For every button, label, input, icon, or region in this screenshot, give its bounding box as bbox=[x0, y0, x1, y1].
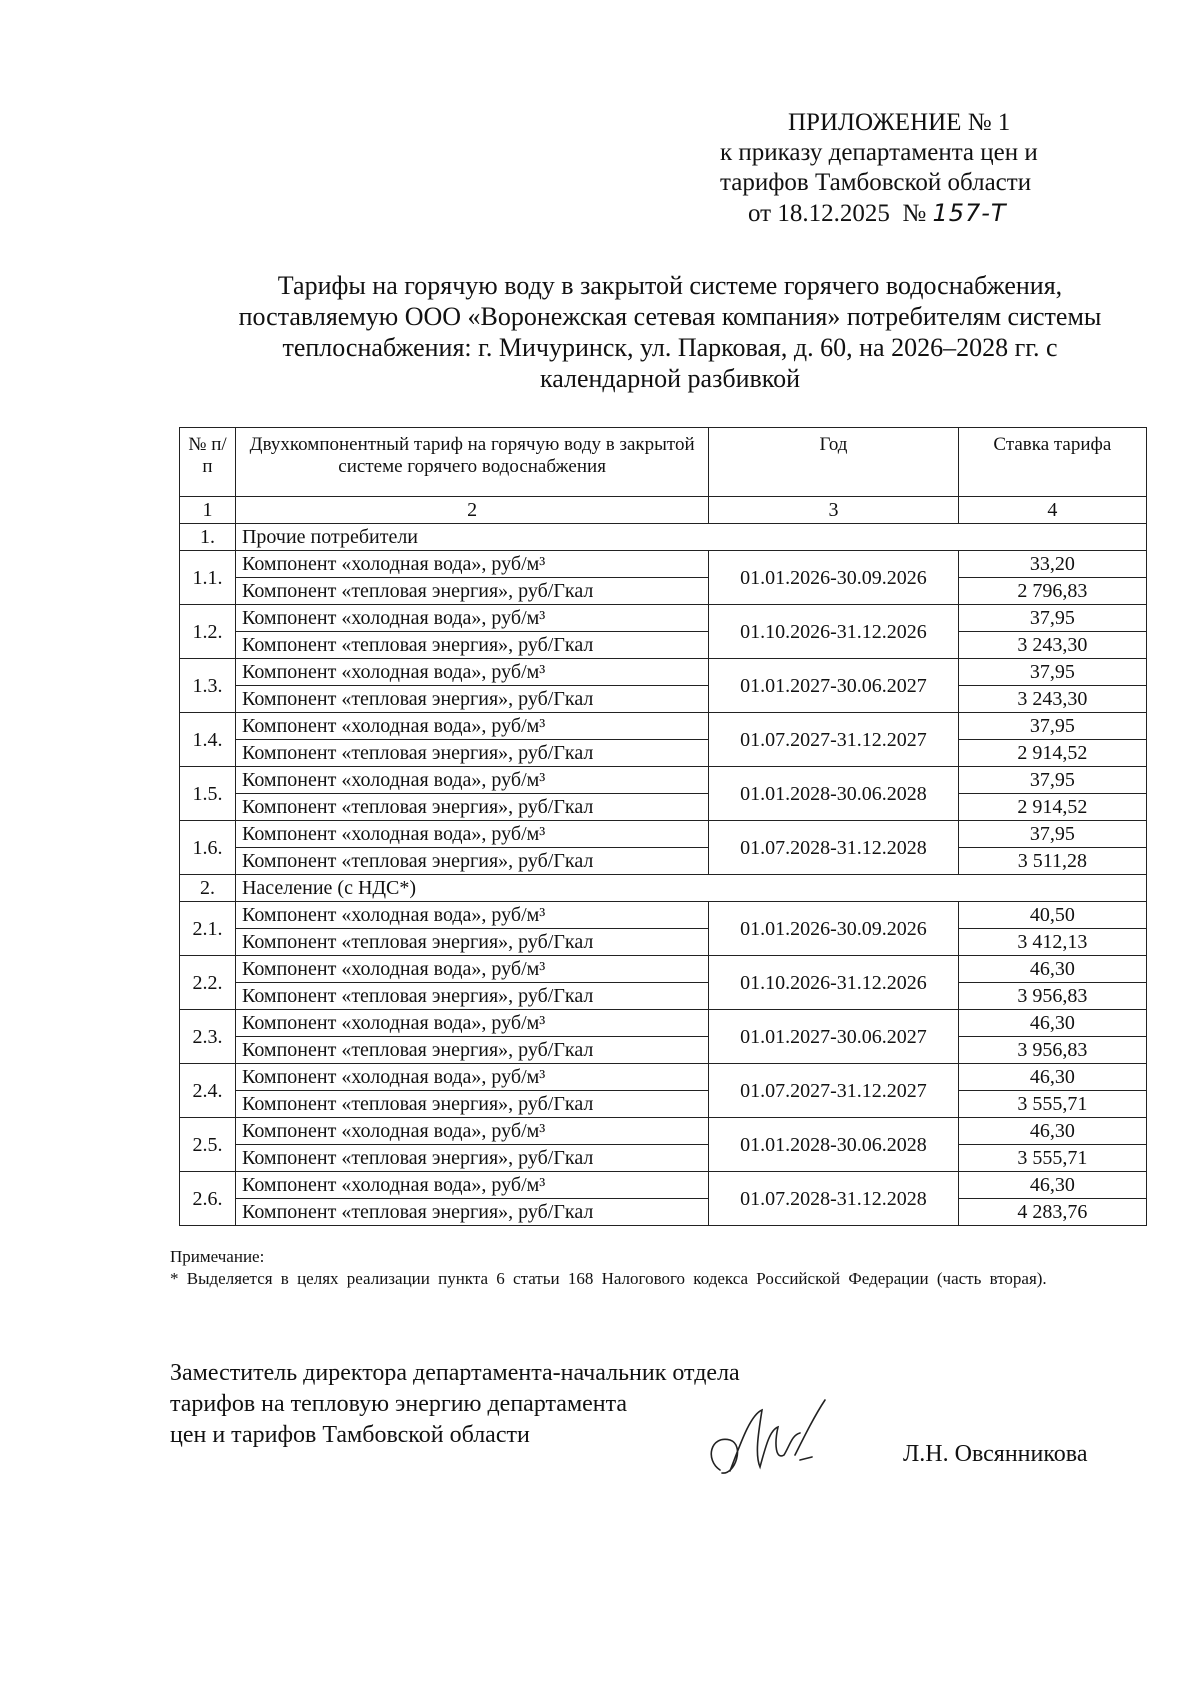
rate-cold-water: 37,95 bbox=[958, 767, 1146, 794]
row-number: 2.6. bbox=[180, 1172, 236, 1226]
signer-line: цен и тарифов Тамбовской области bbox=[170, 1422, 530, 1448]
row-number: 2.1. bbox=[180, 902, 236, 956]
column-number: 3 bbox=[709, 497, 958, 524]
rate-heat: 3 243,30 bbox=[958, 686, 1146, 713]
rate-cold-water: 37,95 bbox=[958, 605, 1146, 632]
component-cold-water: Компонент «холодная вода», руб/м³ bbox=[235, 1010, 708, 1037]
component-cold-water: Компонент «холодная вода», руб/м³ bbox=[235, 1064, 708, 1091]
table-row bbox=[180, 632, 1147, 659]
section-row bbox=[180, 875, 1147, 902]
signer-line: тарифов на тепловую энергию департамента bbox=[170, 1391, 628, 1417]
table-row bbox=[180, 902, 1147, 929]
component-cold-water: Компонент «холодная вода», руб/м³ bbox=[235, 956, 708, 983]
rate-heat: 3 956,83 bbox=[958, 1037, 1146, 1064]
rate-cold-water: 37,95 bbox=[958, 659, 1146, 686]
appendix-header bbox=[720, 108, 1140, 229]
table-row bbox=[180, 659, 1147, 686]
tariff-table bbox=[179, 427, 1147, 1226]
row-number: 1.6. bbox=[180, 821, 236, 875]
row-number: 1.5. bbox=[180, 767, 236, 821]
rate-heat: 3 555,71 bbox=[958, 1145, 1146, 1172]
note-text: * Выделяется в целях реализации пункта 6 статьи 168 Налогового кодекса Российской Федерации (часть вторая). bbox=[170, 1269, 1047, 1288]
component-cold-water: Компонент «холодная вода», руб/м³ bbox=[235, 902, 708, 929]
period: 01.07.2027-31.12.2027 bbox=[709, 713, 958, 767]
table-row bbox=[180, 929, 1147, 956]
component-cold-water: Компонент «холодная вода», руб/м³ bbox=[235, 1172, 708, 1199]
rate-cold-water: 46,30 bbox=[958, 956, 1146, 983]
rate-cold-water: 33,20 bbox=[958, 551, 1146, 578]
table-row bbox=[180, 740, 1147, 767]
note-block bbox=[170, 1246, 1145, 1290]
header-year: Год bbox=[709, 428, 958, 497]
row-number: 1.4. bbox=[180, 713, 236, 767]
period: 01.01.2028-30.06.2028 bbox=[709, 1118, 958, 1172]
column-number-row bbox=[180, 497, 1147, 524]
header-desc: Двухкомпонентный тариф на горячую воду в закрытой системе горячего водоснабжения bbox=[235, 428, 708, 497]
rate-heat: 2 796,83 bbox=[958, 578, 1146, 605]
period: 01.01.2028-30.06.2028 bbox=[709, 767, 958, 821]
section-number: 2. bbox=[180, 875, 236, 902]
signer-name: Л.Н. Овсянникова bbox=[903, 1441, 1088, 1467]
appendix-line-3: тарифов Тамбовской области bbox=[720, 169, 1032, 196]
table-row bbox=[180, 794, 1147, 821]
appendix-title: ПРИЛОЖЕНИЕ № 1 bbox=[788, 109, 1011, 136]
component-cold-water: Компонент «холодная вода», руб/м³ bbox=[235, 1118, 708, 1145]
rate-heat: 3 412,13 bbox=[958, 929, 1146, 956]
component-heat: Компонент «тепловая энергия», руб/Гкал bbox=[235, 578, 708, 605]
period: 01.07.2028-31.12.2028 bbox=[709, 821, 958, 875]
table-row bbox=[180, 1091, 1147, 1118]
component-cold-water: Компонент «холодная вода», руб/м³ bbox=[235, 713, 708, 740]
period: 01.10.2026-31.12.2026 bbox=[709, 605, 958, 659]
rate-cold-water: 46,30 bbox=[958, 1010, 1146, 1037]
table-row bbox=[180, 713, 1147, 740]
component-heat: Компонент «тепловая энергия», руб/Гкал bbox=[235, 1091, 708, 1118]
rate-heat: 2 914,52 bbox=[958, 794, 1146, 821]
component-heat: Компонент «тепловая энергия», руб/Гкал bbox=[235, 1145, 708, 1172]
component-heat: Компонент «тепловая энергия», руб/Гкал bbox=[235, 740, 708, 767]
component-cold-water: Компонент «холодная вода», руб/м³ bbox=[235, 821, 708, 848]
rate-cold-water: 46,30 bbox=[958, 1172, 1146, 1199]
rate-heat: 4 283,76 bbox=[958, 1199, 1146, 1226]
table-row bbox=[180, 551, 1147, 578]
table-row bbox=[180, 983, 1147, 1010]
section-label: Прочие потребители bbox=[235, 524, 1146, 551]
rate-cold-water: 37,95 bbox=[958, 713, 1146, 740]
component-cold-water: Компонент «холодная вода», руб/м³ bbox=[235, 767, 708, 794]
component-heat: Компонент «тепловая энергия», руб/Гкал bbox=[235, 794, 708, 821]
rate-cold-water: 37,95 bbox=[958, 821, 1146, 848]
table-row bbox=[180, 578, 1147, 605]
row-number: 1.1. bbox=[180, 551, 236, 605]
header-num: № п/п bbox=[180, 428, 236, 497]
period: 01.01.2026-30.09.2026 bbox=[709, 902, 958, 956]
rate-heat: 3 555,71 bbox=[958, 1091, 1146, 1118]
table-row bbox=[180, 821, 1147, 848]
rate-heat: 3 956,83 bbox=[958, 983, 1146, 1010]
row-number: 1.2. bbox=[180, 605, 236, 659]
appendix-line-2: к приказу департамента цен и bbox=[720, 139, 1038, 166]
component-heat: Компонент «тепловая энергия», руб/Гкал bbox=[235, 848, 708, 875]
rate-heat: 3 243,30 bbox=[958, 632, 1146, 659]
period: 01.01.2026-30.09.2026 bbox=[709, 551, 958, 605]
component-cold-water: Компонент «холодная вода», руб/м³ bbox=[235, 551, 708, 578]
section-label: Население (с НДС*) bbox=[235, 875, 1146, 902]
table-row bbox=[180, 956, 1147, 983]
table-row bbox=[180, 1172, 1147, 1199]
title-line: календарной разбивкой bbox=[540, 364, 800, 393]
row-number: 2.3. bbox=[180, 1010, 236, 1064]
component-cold-water: Компонент «холодная вода», руб/м³ bbox=[235, 605, 708, 632]
row-number: 2.2. bbox=[180, 956, 236, 1010]
component-heat: Компонент «тепловая энергия», руб/Гкал bbox=[235, 1199, 708, 1226]
column-number: 4 bbox=[958, 497, 1146, 524]
header-rate: Ставка тарифа bbox=[958, 428, 1146, 497]
appendix-order-line bbox=[720, 198, 1140, 229]
rate-cold-water: 46,30 bbox=[958, 1118, 1146, 1145]
period: 01.07.2028-31.12.2028 bbox=[709, 1172, 958, 1226]
table-row bbox=[180, 1010, 1147, 1037]
handwritten-signature bbox=[700, 1375, 840, 1495]
period: 01.07.2027-31.12.2027 bbox=[709, 1064, 958, 1118]
component-heat: Компонент «тепловая энергия», руб/Гкал bbox=[235, 686, 708, 713]
rate-heat: 3 511,28 bbox=[958, 848, 1146, 875]
title-line: теплоснабжения: г. Мичуринск, ул. Парковая, д. 60, на 2026–2028 гг. с bbox=[282, 333, 1058, 362]
table-row bbox=[180, 848, 1147, 875]
table-header-row bbox=[180, 428, 1147, 497]
table-row bbox=[180, 605, 1147, 632]
column-number: 1 bbox=[180, 497, 236, 524]
table-row bbox=[180, 1037, 1147, 1064]
column-number: 2 bbox=[235, 497, 708, 524]
row-number: 1.3. bbox=[180, 659, 236, 713]
note-label: Примечание: bbox=[170, 1247, 265, 1266]
section-row bbox=[180, 524, 1147, 551]
appendix-order-number: 157-Т bbox=[932, 199, 1007, 227]
row-number: 2.4. bbox=[180, 1064, 236, 1118]
component-heat: Компонент «тепловая энергия», руб/Гкал bbox=[235, 1037, 708, 1064]
component-heat: Компонент «тепловая энергия», руб/Гкал bbox=[235, 632, 708, 659]
rate-heat: 2 914,52 bbox=[958, 740, 1146, 767]
rate-cold-water: 40,50 bbox=[958, 902, 1146, 929]
section-number: 1. bbox=[180, 524, 236, 551]
period: 01.01.2027-30.06.2027 bbox=[709, 1010, 958, 1064]
table-row bbox=[180, 767, 1147, 794]
signer-line: Заместитель директора департамента-начальник отдела bbox=[170, 1360, 740, 1386]
period: 01.10.2026-31.12.2026 bbox=[709, 956, 958, 1010]
component-cold-water: Компонент «холодная вода», руб/м³ bbox=[235, 659, 708, 686]
title-line: поставляемую ООО «Воронежская сетевая компания» потребителям системы bbox=[238, 302, 1102, 331]
component-heat: Компонент «тепловая энергия», руб/Гкал bbox=[235, 983, 708, 1010]
component-heat: Компонент «тепловая энергия», руб/Гкал bbox=[235, 929, 708, 956]
table-row bbox=[180, 1118, 1147, 1145]
table-row bbox=[180, 1145, 1147, 1172]
rate-cold-water: 46,30 bbox=[958, 1064, 1146, 1091]
period: 01.01.2027-30.06.2027 bbox=[709, 659, 958, 713]
document-title bbox=[170, 270, 1170, 394]
table-row bbox=[180, 686, 1147, 713]
table-row bbox=[180, 1064, 1147, 1091]
title-line: Тарифы на горячую воду в закрытой системе горячего водоснабжения, bbox=[277, 271, 1063, 300]
table-row bbox=[180, 1199, 1147, 1226]
appendix-date: от 18.12.2025 № bbox=[748, 200, 927, 227]
row-number: 2.5. bbox=[180, 1118, 236, 1172]
